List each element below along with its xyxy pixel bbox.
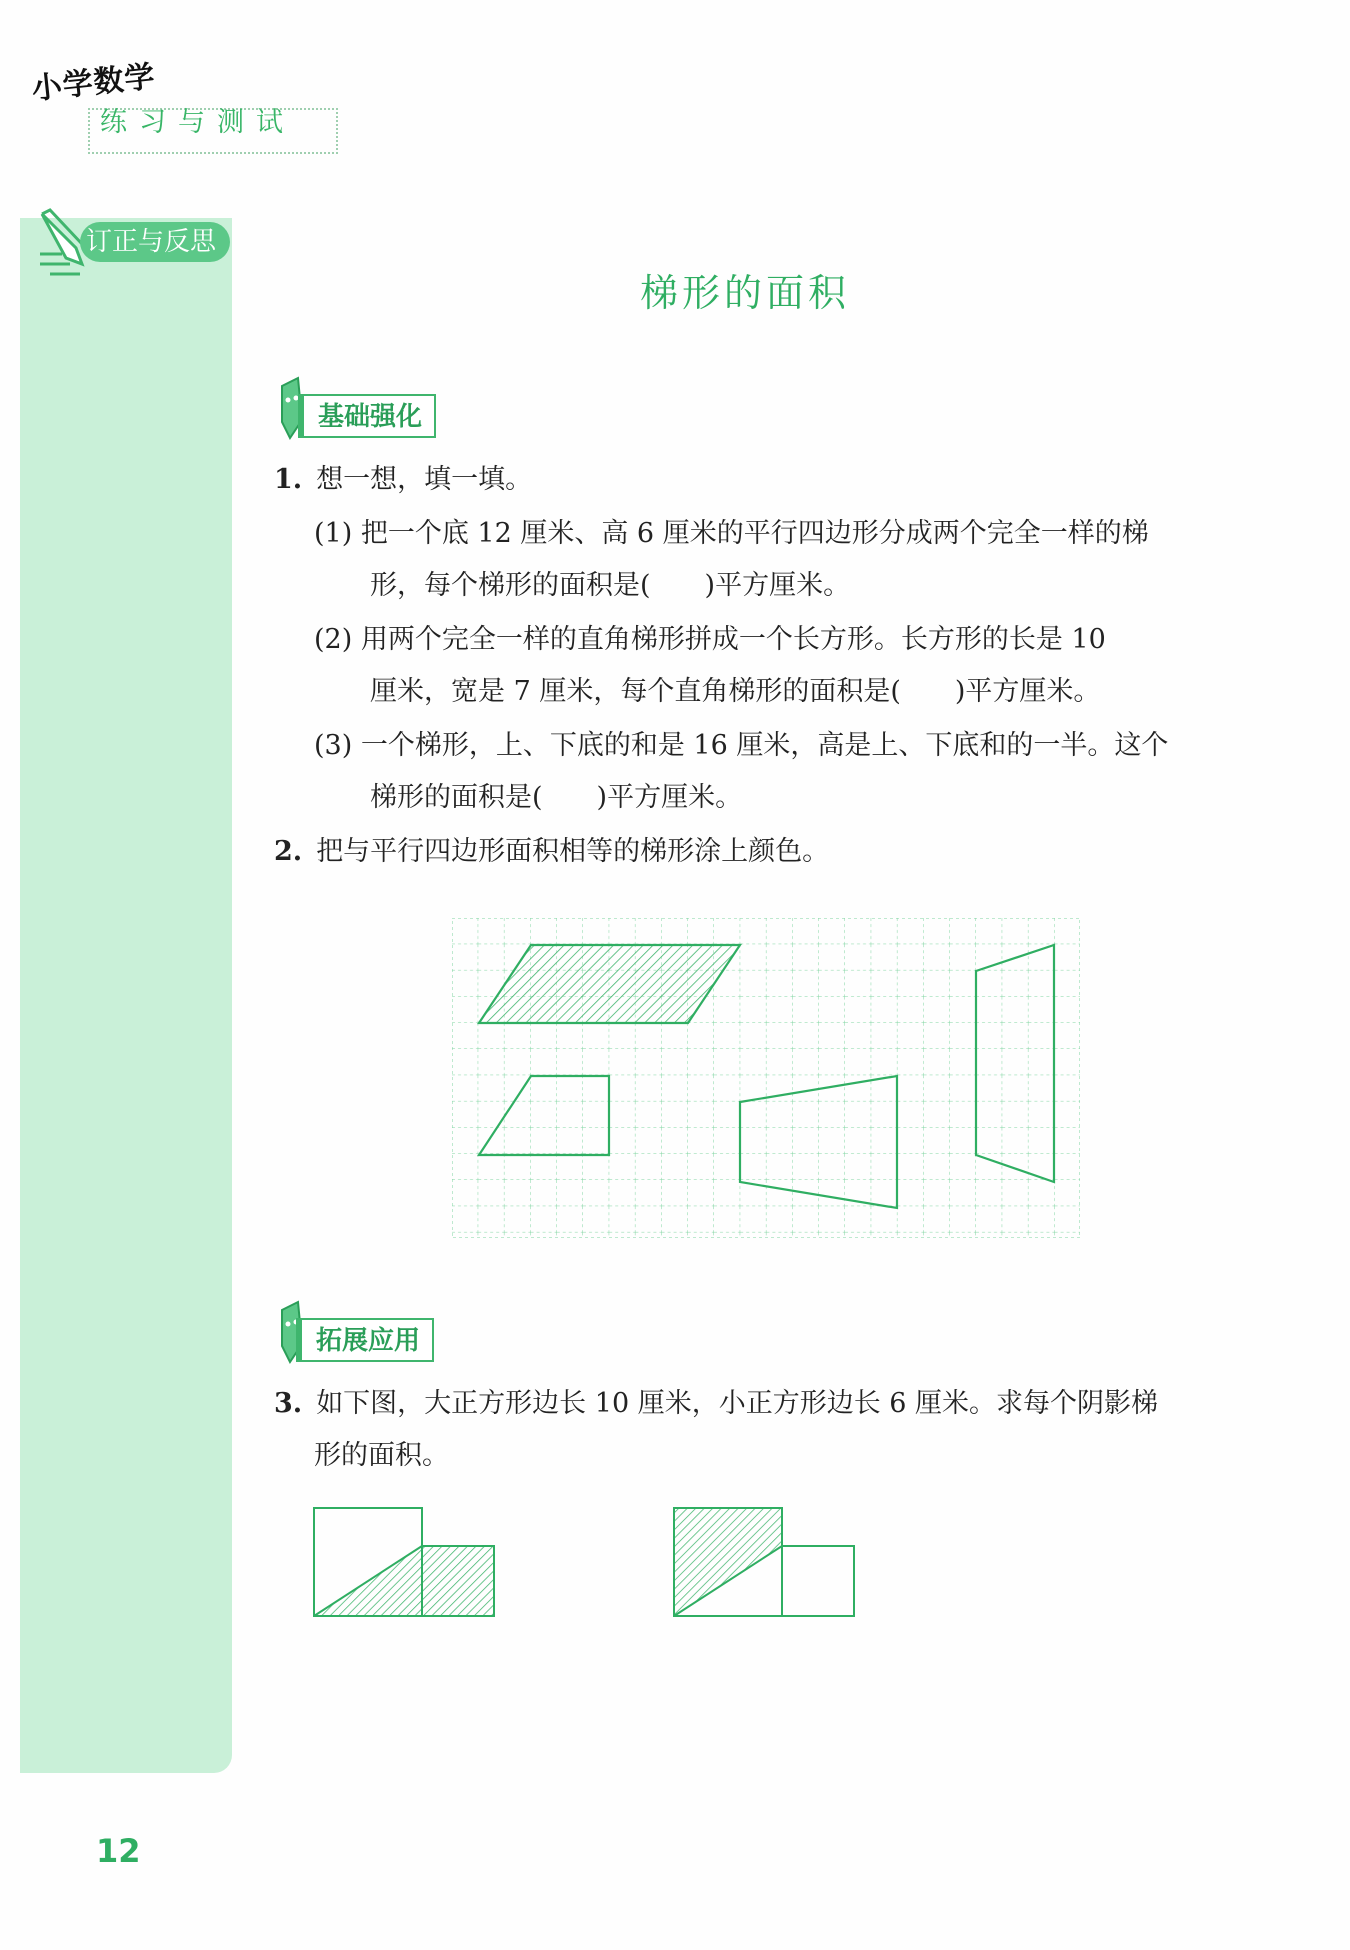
question-number: 3. bbox=[274, 1388, 303, 1419]
square-figure-right bbox=[672, 1506, 858, 1620]
question-1-part-1-line-2: 形，每个梯形的面积是( )平方厘米。 bbox=[370, 570, 851, 601]
square-figure-left bbox=[312, 1506, 498, 1620]
question-text: 把与平行四边形面积相等的梯形涂上颜色。 bbox=[316, 836, 830, 867]
question-3-line-2: 形的面积。 bbox=[314, 1440, 449, 1471]
question-1-part-3-line-2: 梯形的面积是( )平方厘米。 bbox=[370, 782, 743, 813]
question-1-part-2-line-1: (2) 用两个完全一样的直角梯形拼成一个长方形。长方形的长是 10 bbox=[314, 624, 1106, 655]
question-number: 1. bbox=[274, 464, 303, 495]
correction-sidebar bbox=[20, 218, 232, 1773]
brand-subtitle: 练习与测试 bbox=[88, 108, 338, 154]
question-3-line-1 bbox=[274, 1384, 1158, 1424]
grid-figure bbox=[452, 918, 1080, 1238]
question-1-part-1-line-1: (1) 把一个底 12 厘米、高 6 厘米的平行四边形分成两个完全一样的梯 bbox=[314, 518, 1149, 549]
page-title: 梯形的面积 bbox=[639, 271, 850, 315]
question-1 bbox=[274, 460, 532, 500]
shaded-trapezoid bbox=[674, 1508, 782, 1616]
small-square bbox=[782, 1546, 854, 1616]
question-1-part-3-line-1: (3) 一个梯形，上、下底的和是 16 厘米，高是上、下底和的一半。这个 bbox=[314, 730, 1169, 761]
section-tag-basic: 基础强化 bbox=[298, 394, 436, 438]
question-text: 想一想，填一填。 bbox=[316, 464, 533, 495]
question-2 bbox=[274, 832, 829, 872]
section-tag-extension: 拓展应用 bbox=[296, 1318, 434, 1362]
correction-label: 订正与反思 bbox=[80, 222, 230, 262]
brand-title: 小学数学 bbox=[30, 59, 158, 108]
question-1-part-2-line-2: 厘米，宽是 7 厘米，每个直角梯形的面积是( )平方厘米。 bbox=[370, 676, 1101, 707]
page-number: 12 bbox=[96, 1832, 141, 1870]
question-text: 如下图，大正方形边长 10 厘米，小正方形边长 6 厘米。求每个阴影梯 bbox=[316, 1388, 1159, 1419]
question-number: 2. bbox=[274, 836, 303, 867]
